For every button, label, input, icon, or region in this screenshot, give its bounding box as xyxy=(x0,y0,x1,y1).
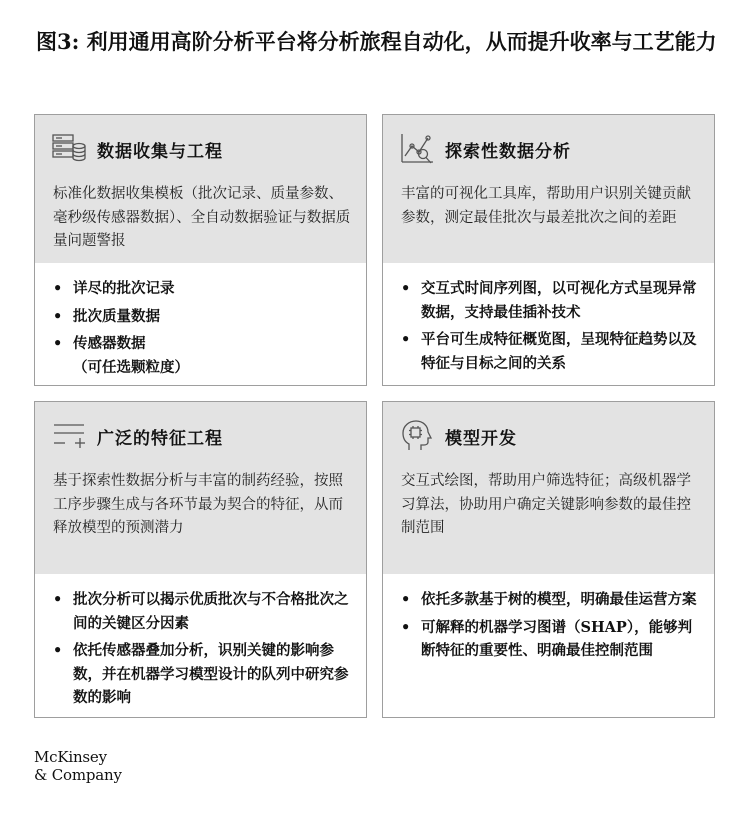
card-exploratory-analysis xyxy=(382,114,715,386)
logo-line-2: & Company xyxy=(34,766,122,784)
card-top-panel xyxy=(35,402,366,574)
bullet-item: • 依托传感器叠加分析，识别关键的影响参数，并在机器学习模型设计的队列中研究参数的影响 xyxy=(53,639,350,710)
card-title: 广泛的特征工程 xyxy=(97,428,223,449)
card-description: 丰富的可视化工具库，帮助用户识别关键贡献参数，测定最佳批次与最差批次之间的差距 xyxy=(401,186,691,226)
bullet-item: • 依托多款基于树的模型，明确最佳运营方案 xyxy=(401,588,698,612)
card-description: 基于探索性数据分析与丰富的制药经验，按照工序步骤生成与各环节最为契合的特征，从而释放模型的预测潜力 xyxy=(53,473,343,536)
card-top-panel xyxy=(383,402,714,574)
bullet-item: • 可解释的机器学习图谱（SHAP），能够判断特征的重要性、明确最佳控制范围 xyxy=(401,616,698,663)
figure-title: 图3: 利用通用高阶分析平台将分析旅程自动化，从而提升收率与工艺能力 xyxy=(36,29,717,54)
bullet-item: • 批次质量数据 xyxy=(53,305,350,329)
card-title: 模型开发 xyxy=(445,428,517,449)
card-top-panel xyxy=(35,115,366,263)
card-title: 探索性数据分析 xyxy=(445,141,571,162)
bullet-item: • 详尽的批次记录 xyxy=(53,277,350,301)
bullet-list xyxy=(383,263,714,375)
bullet-item: • 平台可生成特征概览图，呈现特征趋势以及特征与目标之间的关系 xyxy=(401,328,698,375)
card-description: 标准化数据收集模板（批次记录、质量参数、毫秒级传感器数据）、全自动数据验证与数据质量问题警报 xyxy=(53,186,351,249)
bullet-list xyxy=(35,263,366,379)
card-title: 数据收集与工程 xyxy=(97,141,223,162)
card-feature-engineering xyxy=(34,401,367,718)
card-description: 交互式绘图，帮助用户筛选特征；高级机器学习算法，协助用户确定关键影响参数的最佳控制范围 xyxy=(401,473,691,536)
bullet-item: • 批次分析可以揭示优质批次与不合格批次之间的关键区分因素 xyxy=(53,588,350,635)
card-top-panel xyxy=(383,115,714,263)
ai-head-icon xyxy=(399,419,435,453)
database-icon xyxy=(51,132,87,166)
mckinsey-logo xyxy=(34,748,122,784)
card-data-collection xyxy=(34,114,367,386)
bullet-item: • 交互式时间序列图，以可视化方式呈现异常数据，支持最佳插补技术 xyxy=(401,277,698,324)
bullet-list xyxy=(383,574,714,663)
chart-analysis-icon xyxy=(399,132,435,166)
bullet-list xyxy=(35,574,366,710)
bullet-item: • 传感器数据 （可任选颗粒度） xyxy=(53,332,350,379)
card-model-development xyxy=(382,401,715,718)
feature-engineering-icon xyxy=(51,419,87,453)
logo-line-1: McKinsey xyxy=(34,748,107,766)
